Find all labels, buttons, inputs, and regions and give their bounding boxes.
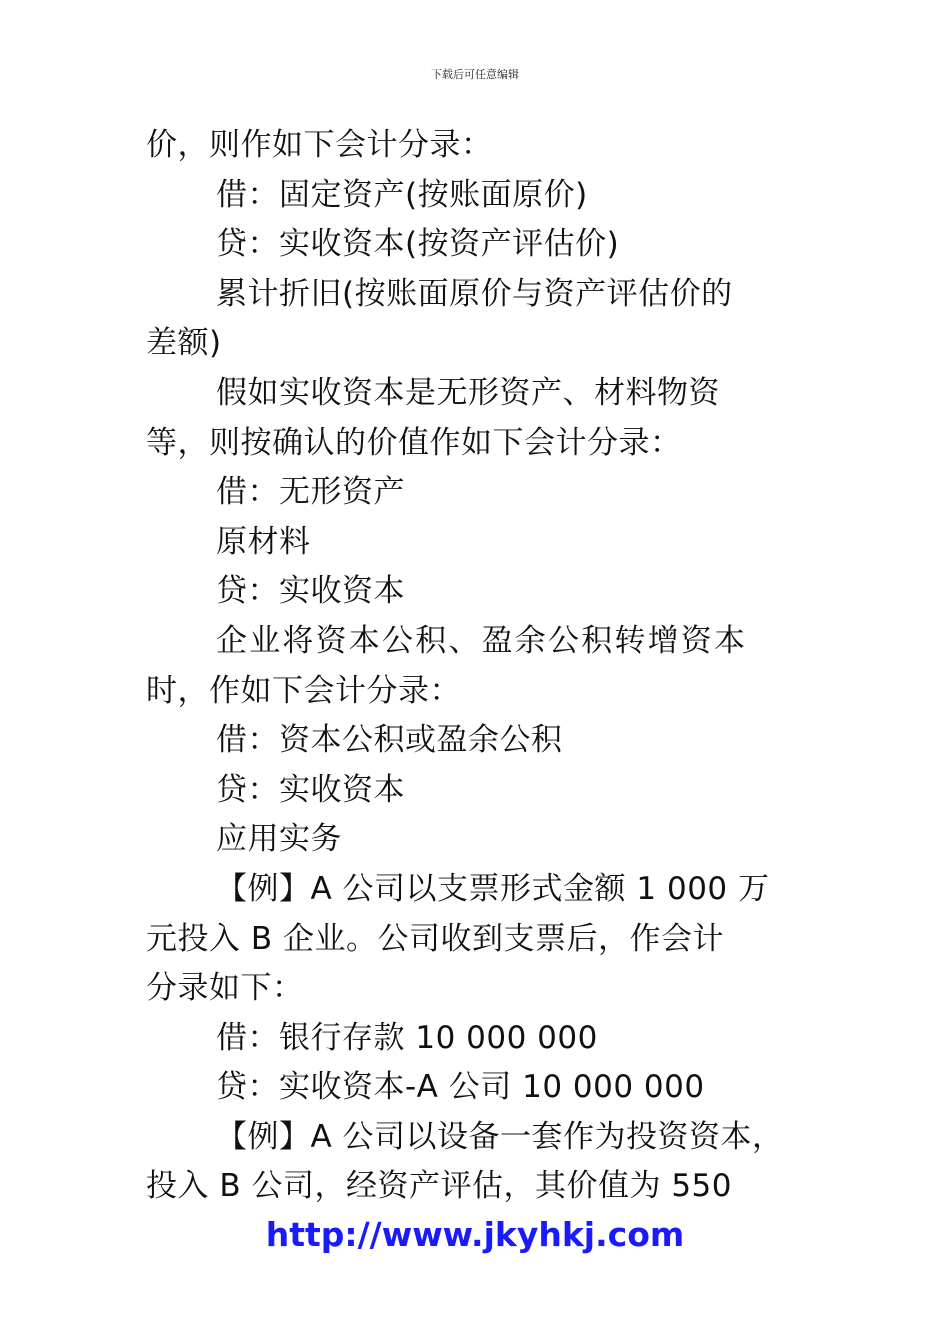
- text-line: 时，作如下会计分录：: [146, 672, 461, 709]
- text-line: 等，则按确认的价值作如下会计分录：: [146, 424, 682, 461]
- text-line: 差额): [146, 325, 222, 362]
- text-line: 假如实收资本是无形资产、材料物资: [216, 374, 720, 411]
- page-header: 下载后可任意编辑: [431, 68, 519, 81]
- text-line: 贷：实收资本(按资产评估价): [216, 226, 620, 263]
- text-line: 原材料: [216, 523, 311, 560]
- text-line: 借：固定资产(按账面原价): [216, 176, 588, 213]
- text-line: 借：资本公积或盈余公积: [216, 722, 563, 759]
- text-line: 应用实务: [216, 821, 342, 858]
- document-body: [146, 121, 808, 1212]
- text-line: 分录如下：: [146, 970, 304, 1007]
- text-line: 贷：实收资本: [216, 573, 405, 610]
- text-line: 借：无形资产: [216, 474, 405, 511]
- text-line: 借：银行存款 10 000 000: [216, 1019, 598, 1056]
- text-line: 元投入 B 企业。公司收到支票后，作会计: [146, 920, 724, 957]
- text-line: 累计折旧(按账面原价与资产评估价的: [216, 275, 733, 312]
- text-line: 企业将资本公积、盈余公积转增资本: [216, 622, 748, 659]
- footer-url-link[interactable]: http://www.jkyhkj.com: [265, 1215, 685, 1254]
- text-line: 【例】A 公司以设备一套作为投资资本，: [216, 1118, 784, 1155]
- text-line: 投入 B 公司，经资产评估，其价值为 550: [146, 1168, 732, 1205]
- text-line: 【例】A 公司以支票形式金额 1 000 万: [216, 870, 770, 907]
- text-line: 价，则作如下会计分录：: [146, 127, 493, 163]
- text-line: 贷：实收资本: [216, 771, 405, 808]
- text-line: 贷：实收资本-A 公司 10 000 000: [216, 1069, 705, 1106]
